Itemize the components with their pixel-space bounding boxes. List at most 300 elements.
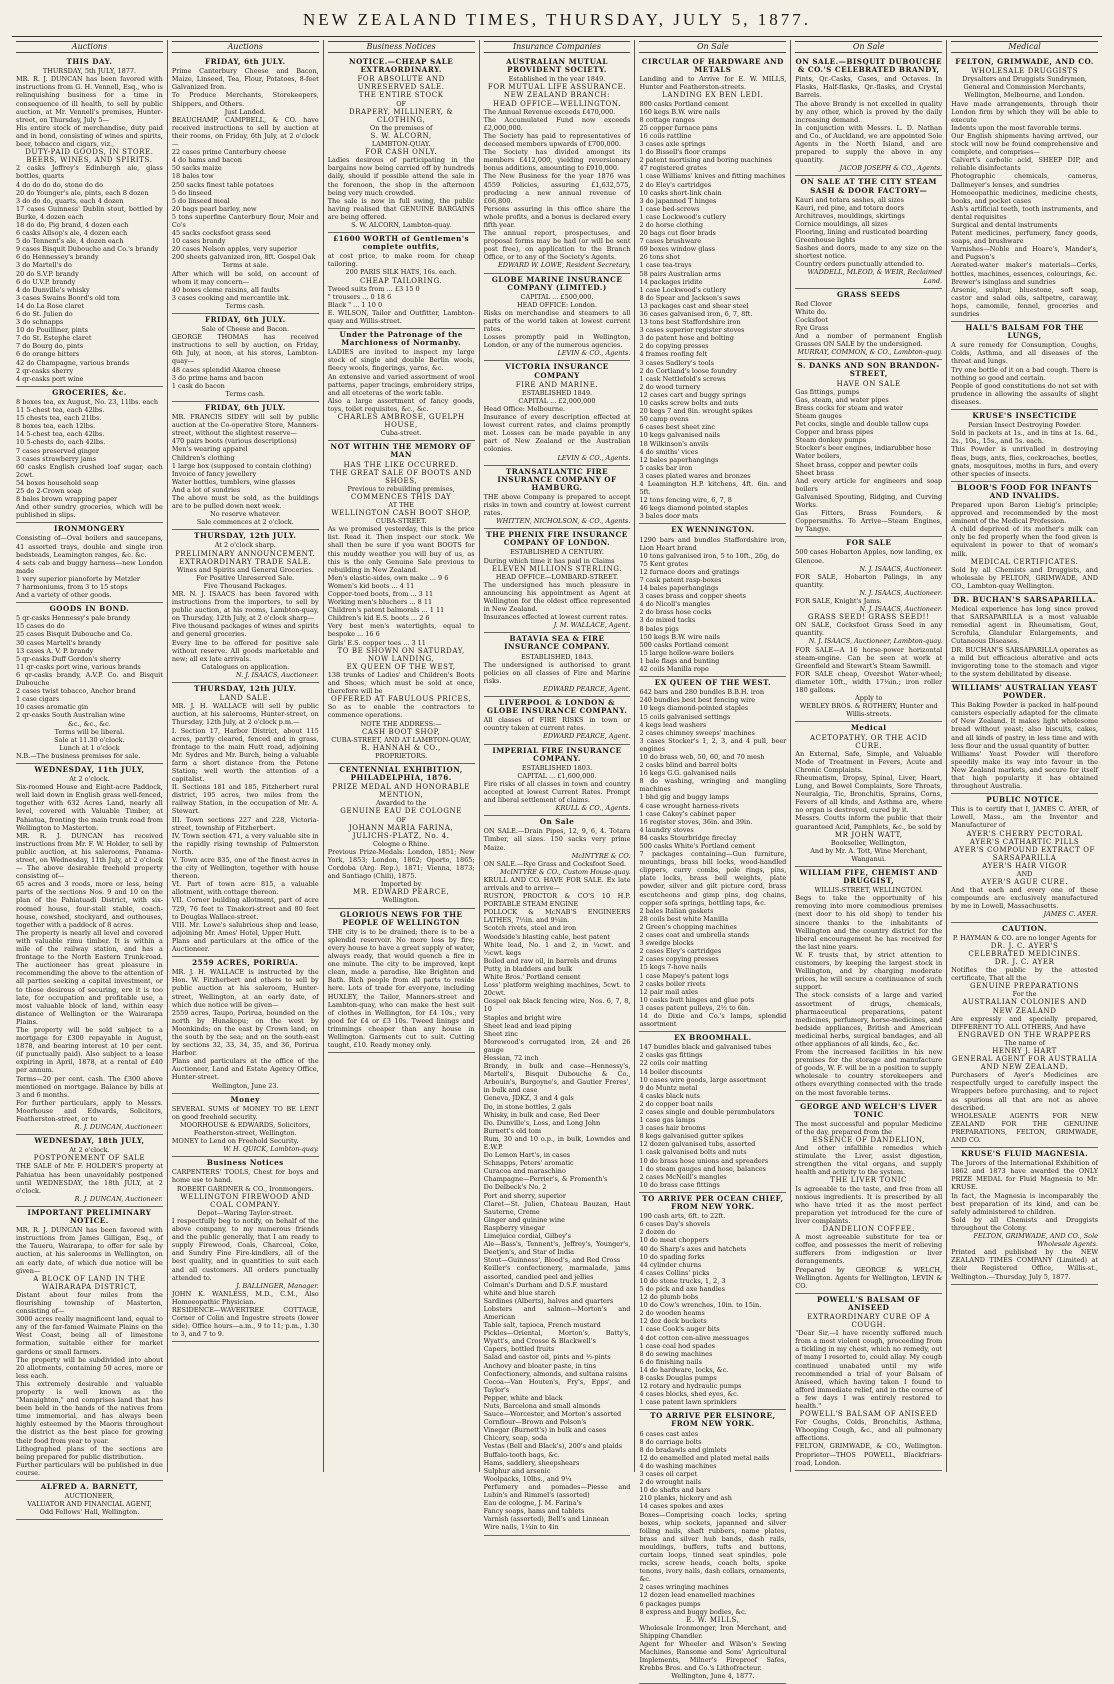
notice — [951, 682, 1098, 794]
notice-line: White do. — [795, 307, 827, 316]
notice-line: 5 qr-casks Hennessy's pale brandy — [16, 614, 131, 623]
notice — [484, 361, 631, 465]
notice-line: 3 swedge blocks — [639, 939, 694, 948]
notice-title: FOR SALE — [846, 538, 892, 548]
column-heading: Auctions — [172, 41, 319, 53]
notice-line: Plans and particulars at the office of the Auctioneer. — [171, 936, 319, 954]
notice-line: Drysalters and Druggists Sundrymen, — [962, 75, 1087, 84]
notice-line: The stock consists of a large and varied assortment of drugs, chemicals, pharmaceutical preparations, patent medicines, perfumery, horse-medicines, and bedside appliances, British and American medicinal herbs, surgical bandages, and all other appliances of all kinds, &c., &c. — [795, 991, 943, 1048]
notice-title: EX BROOMHALL. — [674, 1033, 752, 1043]
notice-line: FOR SALE cheap, Overshot Water-wheel; diameter 10ft., width 17¼in.; iron roller 180 gallons. — [795, 669, 943, 695]
notice — [951, 482, 1098, 594]
notice-line: VI. Part of town acre 815, a valuable allotment, with cottage thereon. — [171, 880, 319, 897]
notice-line: Flooring, lining and rusticated boarding — [795, 227, 928, 236]
notice-line: Established in the year 1849. — [508, 75, 606, 84]
notice-line: The above Brandy is not excelled in quality by any other, which is proved by the daily increasing demand. — [795, 99, 943, 124]
notice-line: 3 do japanned T hinges — [639, 196, 717, 205]
notice-line: W. F. trusts that, by strict attention to customers, by keeping the largest stock in Wellington, and by charging moderate prices, he will secure a continuance of such support. — [795, 950, 943, 992]
notice-line: During which time it has paid in Claims — [483, 556, 615, 565]
notice-line: Cuba-street. — [380, 429, 422, 438]
notice-line: GRASS SEED! GRASS SEED!! — [807, 613, 930, 622]
notice-line: Head Office: Melbourne. — [483, 404, 566, 413]
notice-title: TO ARRIVE PER OCEAN CHIEF, FROM NEW YORK. — [642, 1193, 784, 1212]
notice-line: 20 bags cut floor brads — [639, 229, 716, 238]
notice-line: R. J. DUNCAN, Auctioneer. — [74, 1194, 163, 1203]
notice — [951, 594, 1098, 682]
notice-line: For further particulars, apply to Messrs. Moorhouse and Edwards, Solicitors, Featherston-street, or to — [16, 1098, 163, 1123]
notice-line: 10 5-chests do, each 42lbs. — [16, 438, 106, 447]
notice-line: N. J. ISAACS, Auctioneer. — [235, 670, 319, 679]
notice-line: ESTABLISHED 1803. — [521, 763, 593, 772]
notice-line: 14 do La Rose claret — [16, 301, 84, 310]
notice-line: Varnish (assorted), Bell's and Linnean — [483, 1515, 609, 1524]
notice-line: Salad and castor oil, pints and ½-pints — [483, 1353, 611, 1362]
notice-line: ENGRAVED ON THE WRAPPERS — [957, 1030, 1092, 1039]
notice — [795, 176, 942, 288]
column-heading: On Sale — [795, 41, 942, 53]
notice-line: 1 case patent lawn sprinklers — [639, 1398, 737, 1407]
notice-line: VALUATOR AND FINANCIAL AGENT, — [27, 1500, 152, 1509]
notice-line: Wellington. — [382, 896, 420, 905]
notice-line: Do, in stone bottles, 2 gals — [483, 1102, 572, 1111]
notice — [639, 524, 786, 677]
notice-line: 470 pairs boots (various descriptions) — [171, 437, 297, 446]
notice-line: Arsenic, sulphur, bluestone, soft soap, castor and salad oils, saltpetre, caraway, hops, camomile, fennel, groceries and sundries — [951, 285, 1099, 318]
notice-line: 2 do wood turnery — [639, 382, 701, 391]
notice-line: Prime Canterbury Cheese and Bacon, Maize, Linseed, Tea, Flour, Potatoes, 8-feet Galvanized Iron. — [171, 67, 319, 92]
notice-line: And a variety of other goods. — [16, 591, 112, 600]
notice-line: 2 do Eley's cartridges — [639, 180, 712, 189]
notice-line: 2 cases McNeill's mangles — [639, 1172, 727, 1181]
notice-line: And that each and every one of these compounds are exclusively manufactured by me in Lowell, Massachusetts. — [951, 886, 1099, 911]
notice-line: 28 coils best white Manilla — [639, 914, 729, 923]
notice-line: THE ENTIRE STOCK — [358, 91, 444, 100]
notice-line: So as to enable the contractors to commence operations. — [327, 703, 475, 720]
notice-line: 6 cases Day's shovels — [639, 1220, 711, 1229]
notice-line: AYER'S COMPOUND EXTRACT OF SARSAPARILLA — [954, 845, 1095, 862]
notice-line: 22 cases prime Canterbury cheese — [171, 148, 287, 157]
notice-line: 44 cylinder churns — [639, 1260, 702, 1269]
notice-line: 10 do brass web, 50, 60, and 70 mesh — [639, 752, 765, 761]
masthead-rule — [12, 36, 1102, 37]
notice-line: 20 kegs 7 and 8in. wrought spikes — [639, 407, 753, 416]
notice — [484, 56, 631, 273]
notice-line: 2 casks Jeffrey's Edinburgh ale, glass bottles, quarts — [16, 164, 163, 181]
notice-line: White lead, No. 1 and 2, in ¼cwt. and ½cwt. kegs — [483, 940, 631, 957]
notice-line: 2 casks blind and barrel bolts — [639, 761, 738, 770]
notice-line: An extensive and varied assortment of wool patterns, paper tracings, embroidery strips, and all etceteras of the work table. — [327, 372, 475, 397]
notice — [16, 1135, 163, 1207]
notice-title: GLOBE MARINE INSURANCE COMPANY (LIMITED.) — [491, 274, 623, 292]
notice-line: THE above Company is prepared to accept risks in town and country at lowest current rates. — [483, 492, 631, 518]
notice-line: RUSTON, PROCTOR & CO'S 10 H.P. PORTABLE STEAM ENGINE — [483, 892, 631, 909]
notice-line: The property is nearly all level and covered with valuable rimu timber. It is within a mile of the railway station, and has a frontage to the North Eastern Trunk-road. The auctioneer has great pleasure in recommending the above to the attention of all parties seeking a capital investment, or to those desirous of securing, ere it is too late, for occupation and profitable use, a most valuable block of land, within easy distance of Wellington or the Wairarapa Plains. — [16, 928, 163, 1026]
notice-line: FOR SALE, Knight's Jams. — [795, 597, 882, 605]
notice-line: 25 cases Bisquit Dubouche and Co. — [16, 630, 133, 639]
column-7 — [947, 40, 1102, 1472]
notice-line: 7 do St. Estephe claret — [16, 334, 92, 343]
notice — [795, 867, 942, 1101]
notice-line: 1 cask galvanised bolts and nuts — [639, 1148, 747, 1157]
notice-title: NOT WITHIN THE MEMORY OF MAN — [330, 442, 472, 460]
notice-line: CUBA-STREET, AND AT LAMBTON-QUAY, — [331, 735, 472, 744]
notice-line: AYER'S AGUE CURE. — [981, 878, 1068, 887]
notice — [172, 402, 319, 530]
notice-line: 16 register stoves, 36in. and 39in. — [639, 817, 753, 826]
notice-line: WEBLEY BROS. & ROTHERY, Hunter and Willis-streets. — [799, 702, 938, 719]
notice-line: Architraves, mouldings, skirtings — [795, 211, 905, 220]
notice-line: 12 pair mail axles — [639, 987, 699, 996]
notice-line: Water bottles, tumblers, wine glasses — [171, 477, 296, 486]
notice-line: 4 cases blocks, shed eyes, &c. — [639, 1390, 739, 1399]
notice-line: Staples and bright wire — [483, 1013, 562, 1022]
notice — [951, 923, 1098, 1149]
notice-line: &c., &c., &c. — [68, 719, 111, 728]
notice-line: Girls' E.S. copper toes ... 3 11 — [327, 638, 426, 647]
notice-title: GLORIOUS NEWS FOR THE PEOPLE OF WELLINGTON — [339, 909, 463, 927]
notice-line: MR. FRANCIS SIDEY will sell by public auction at the Co-operative Store, Manners-street, without the slightest reserve— — [171, 413, 319, 438]
notice-title: LIVERPOOL & LONDON & GLOBE INSURANCE COMPANY. — [486, 698, 628, 716]
notice-line: Port and sherry, superior — [483, 1191, 566, 1200]
notice-line: 2 do wrought nails — [639, 1478, 702, 1487]
notice-line: Brandy, in bulk and case—Hennessy's, Martell's, Bisquit Dubouche & Co., Arbouin's, Burgoyne's, and Gautier Freres', in bulk and case — [483, 1062, 631, 1095]
notice-line: TO BE SHOWN ON SATURDAY, — [337, 646, 465, 655]
notice — [172, 530, 319, 683]
notice-line: EXTRAORDINARY TRADE SALE. — [179, 557, 312, 566]
notice-line: 642 bars and 280 bundles B.B.H. iron — [639, 688, 765, 697]
notice-line: 4 do Dunville's whisky — [16, 285, 90, 294]
notice-line: Champagne—Perrier's, & Fromenth's — [483, 1175, 608, 1184]
notice-line: GENERAL AGENT FOR AUSTRALIA AND NEW ZEALAND. — [951, 1055, 1098, 1072]
notice-line: For Coughs, Colds, Bronchitis, Asthma, Whooping Cough, &c., and all pulmonary affections. — [795, 1418, 943, 1443]
notice-line: 18 Wilkinson's anvils — [639, 439, 709, 448]
notice-line: Woolpacks, 10lbs., and 9¼ — [483, 1474, 572, 1483]
notice-line: Sale commences at 2 o'clock. — [196, 518, 294, 527]
notice-line: JOHANN MARIA FARINA, — [348, 823, 454, 832]
notice-line: This is to certify that I, JAMES C. AYER, of Lowell, Mass., am the Inventor and Manufacturer of — [951, 805, 1099, 830]
notice-line: Cornice mouldings, all sizes — [795, 219, 888, 228]
notice-line: 2 casks gas fittings — [639, 1051, 703, 1060]
notice-line: 50 camp ovens — [639, 415, 689, 424]
notice-line: HAVE ON SALE — [836, 379, 901, 388]
notice-line: Red Clover — [795, 299, 832, 308]
notice-line: 3 do patent hose and bolting — [639, 334, 734, 343]
notice-line: 75 Kent grates — [639, 559, 689, 568]
notice-line: Greenhouse lights — [795, 236, 856, 245]
notice-title: POWELL'S BALSAM OF ANISEED — [816, 1294, 921, 1312]
notice-line: 60 casks English crushed loaf sugar, each 2cwt. — [16, 462, 163, 479]
notice-line: WHITTEN, NICHOLSON, & CO., Agents. — [495, 517, 631, 526]
notice-line: Bookseller, Wellington, — [830, 838, 907, 847]
notice-line: Sardines (Alberts), halves and quarters — [483, 1296, 614, 1305]
notice-line: 7 cask patent rasp-boxes — [639, 576, 722, 584]
notice-line: The Jurors of the International Exhibition of 1862 and 1873 have awarded the ONLY PRIZE MEDAL for Fluid Magnesia to Mr. KRUSE. — [951, 1159, 1099, 1192]
notice-line: 1 case Lockwood's cutlery — [639, 285, 727, 294]
notice-line: MR. J. H. WALLACE will sell by public auction, at his salerooms, Hunter-street, on Thursday, 12th July, at 2 o'clock p.m.— — [171, 702, 319, 727]
notice-line: N. J. ISAACS, Auctioneer. — [859, 605, 943, 614]
notice-line: 17 cases Guinness' Dublin stout, bottled by Burke, 4 dozen each — [16, 204, 163, 221]
notice-line: Wholesale Ironmonger, Iron Merchant, and Shipping Chandler. — [639, 1623, 787, 1640]
notice-line: Claret—St. Julien, Chateau Bauzan, Haut Sauterne, Creme — [483, 1199, 631, 1216]
notice-line: ELEVEN MILLIONS STERLING. — [491, 564, 623, 573]
column-1 — [12, 40, 168, 1517]
notice-line: ON SALE.—Drain Pipes, 12, 9, 6, 4. Totara Timber, all sizes. 150 sacks very prime Maize. — [483, 827, 631, 852]
notice-line: DANDELION COFFEE. — [822, 1225, 915, 1234]
notice-line: WELLINGTON CASH BOOT SHOP, — [331, 509, 472, 518]
notice-line: 12 rotary and hydraulic pumps — [639, 1382, 742, 1391]
notice-line: 1 case cigars — [16, 695, 60, 704]
notice-line: POLLOCK & McNAB'S ENGINEERS LATHES, 7½in. and 9¼in. — [483, 908, 631, 925]
notice-line: Homoeopathic medicines, medicine chests, books, and pocket cases — [951, 188, 1099, 205]
notice-line: Men's wearing apparel — [171, 445, 248, 454]
notice-line: WELLINGTON FIREWOOD AND COAL COMPANY. — [180, 1192, 311, 1209]
notice-line: Do Lemon Hart's, in cases — [483, 1151, 571, 1160]
notice-line: 1 case Cook's auger bits — [639, 1325, 720, 1334]
notice-line: Calvert's carbolic acid, SHEEP DIP, and reliable disinfectants — [951, 156, 1099, 173]
notice-line: Five Thousand Packages. — [203, 581, 287, 590]
notice-line: MR. R. J. DUNCAN has been favored with instructions from G. H. Vennell, Esq., who is relinquishing business for a time in consequence of ill health, to sell by public auction, at Mr. Vennell's premises, Hunter-street, on Thursday, July 5— — [16, 75, 163, 124]
notice-line: Sulphur and arsenic — [483, 1466, 551, 1475]
notice-line: Cornflour—Brown and Polson's — [483, 1418, 587, 1427]
notice-line: Kauri, red pine, and totara doors — [795, 203, 904, 212]
notice-line: Ash's artificial teeth, tooth instruments, and dental requisites — [951, 204, 1099, 221]
notice-line: Table salt, tapioca, French mustard — [483, 1321, 601, 1330]
notice-line: 11 qr-casks port wine, various brands — [16, 662, 141, 671]
notice-line: Prepared by GEORGE & WELCH, Wellington. Agents for Wellington, LEVIN & CO. — [795, 1265, 943, 1290]
notice-line: 200 sheets galvanized iron, 8ft. Gospel Oak — [171, 253, 316, 262]
notice-line: S. W. ALCORN, — [370, 131, 432, 140]
column-2 — [168, 40, 324, 1472]
notice-line: Invoice of fancy jewellery — [171, 469, 257, 478]
notice-line: 12 dozen galvanised tubs, assorted — [639, 1140, 756, 1149]
notice-line: Previous to rebuilding premises, — [347, 484, 455, 493]
notice-line: white and blue starch — [483, 1288, 556, 1297]
notice-line: 190 cash arts, 6ft. to 22ft. — [639, 1212, 726, 1221]
notice — [795, 360, 942, 537]
notice-line: 12 dozen lead enamelled machines — [639, 1591, 755, 1600]
notice-line: 10 do spading forks — [639, 1252, 705, 1261]
notice — [951, 1148, 1098, 1285]
notice-line: The New Business for the year 1876 was 4559 Policies, assuring £1,632,575, producing a new annual revenue of £66,800. — [483, 172, 631, 205]
notice — [639, 1032, 786, 1193]
notice-line: Previous Prize-Medals: London, 1851; New York, 1853; London, 1862; Oporto, 1865; Cordoba (Arg. Rep.), 1871; Vienna, 1873; and Santiago (Chili), 1875. — [327, 847, 475, 881]
notice-line: From the increased facilities in his new premises for the storage and manufacture of goods, W. F. will be in a position to supply wholesale to country storekeepers and others everything connected with the trade on the most favorable terms. — [795, 1048, 943, 1097]
notice-line: AYER'S HAIR VIGOR — [982, 861, 1067, 870]
notice-title: AUSTRALIAN MUTUAL PROVIDENT SOCIETY. — [506, 57, 608, 75]
notice-line: Children's kid E.S. boots ... 2 6 — [327, 614, 430, 623]
notice-title: £1600 WORTH of Gentlemen's complete outfits, — [333, 234, 470, 252]
notice-line: WADDELL, MLEOD, & WEIR, Reclaimed Land. — [807, 268, 943, 285]
notice-line: 2 qr-casks sherry — [16, 366, 74, 375]
notice-line: 8 bales pigs — [639, 624, 679, 633]
notice-line: 147 bundles black and galvanised tubes — [639, 1043, 772, 1052]
notice-line: II. Sections 181 and 185, Fitzherbert rural district, 195 acres, two miles from the railway Station, in the occupation of Mr. A. Stewart. — [171, 783, 319, 816]
notice — [16, 56, 163, 387]
notice-line: After which will be sold, on account of whom it may concern— — [171, 269, 319, 286]
notice-line: Working men's bluchers ... 8 11 — [327, 598, 433, 607]
notice-line: 10 cases wire goods, large assortment — [639, 1075, 767, 1084]
notice-line: And other sundry groceries, which will be published in slips. — [16, 503, 163, 520]
notice-line: IV. Town section 471, a very valuable site in the rapidly rising township of Palmerston North. — [171, 831, 319, 856]
notice-line: 12 doz deck buckets — [639, 1317, 707, 1326]
notice-line: Boxes—Comprising coach locks, spring boxes, whip sockets, japanned and silver foiling nails, shaft rubbers, name plates, brass and silver hub bands, dash rails, mouldings, buffers, tufts and buttons, curtain loops, tinned seat spindles, pole racks, screw heads, coach bolts, spoke tenons, ivory nails, dash collars, ornaments, &c. — [639, 1510, 787, 1584]
notice-line: VIII. Mr. Lowe's salubrious shop and lease, adjoining Mr. Ames' Hotel, Upper Hutt. — [171, 920, 319, 937]
notice-line: 4 casks black nuts — [639, 1091, 700, 1100]
notice-line: MR. EDWARD PEARCE, — [353, 888, 450, 897]
notice-line: The property will be subdivided into about 20 allotments, containing 50 acres, more or less each. — [16, 1355, 163, 1380]
notice — [639, 1193, 786, 1410]
notice-line: Gas fittings, pumps — [795, 387, 860, 396]
notice-line: 15 chests tea, each 21lbs. — [16, 414, 102, 423]
notice-line: 6 cases cast axles — [639, 1429, 699, 1438]
notice-line: 8 do sewing machines — [639, 1349, 713, 1358]
notice-line: Steam gauges — [795, 411, 842, 420]
notice-line: 14 packages iridite — [639, 277, 703, 286]
notice-line: 5 casks bar iron — [639, 463, 693, 472]
notice-line: 3 cases axle springs — [639, 140, 706, 149]
notice-line: KRULL & CO., Agents. — [555, 804, 631, 813]
notice-line: E. W. MILLS, — [686, 1615, 740, 1624]
notice-line: RESIDENCE—WAVERTREE COTTAGE, Corner of Colin and Ingestre streets (lower side). Office hours—a.m., 9 to 11; p.m., 1.30 to 3, and 7 to 9. — [171, 1305, 319, 1339]
notice-line: Varnishes—Noble and Hoare's, Mander's, and Pugson's — [951, 245, 1099, 262]
notice — [484, 274, 631, 362]
notice-line: Prepared upon Baron Liebig's principle; approved and recommended by the most eminent of the Medical Profession. — [951, 500, 1099, 526]
notice-line: Woodside's blasting cable, best patent — [483, 932, 611, 941]
notice-line: 16 kegs G.G. galvanised nails — [639, 769, 737, 778]
notice-line: MURRAY, COMMON, & CO., Lambton-quay. — [797, 348, 943, 357]
notice-line: 3 do mixed tacks — [639, 616, 696, 625]
notice-line: Sale of Cheese and Bacon. — [201, 325, 290, 334]
notice-line: 4 do washing machines — [639, 1461, 717, 1470]
notice-line: Insurance of every description effected at lowest current rates, and claims promptly met. Losses can be made payable in any part of New Zealand or the Australian colonies. — [483, 413, 631, 454]
notice-line: 8 bales brown wrapping paper — [16, 495, 118, 504]
notice-line: PRELIMINARY ANNOUNCEMENT. — [175, 549, 316, 558]
notice — [639, 677, 786, 1032]
notice-line: 2 cases single and double perambulators — [639, 1108, 775, 1116]
notice-line: 10 tons galvanised iron, 5 to 10ft., 26g, do — [639, 551, 780, 560]
notice-line: 6 packages pumps — [639, 1599, 701, 1608]
notice — [484, 745, 631, 817]
notice-title: BATAVIA SEA & FIRE INSURANCE COMPANY. — [504, 634, 610, 652]
notice-line: Pints, Qr.-Casks, Cases, and Octaves. In Flasks, Half-flasks, Qr.-flasks, and Crystal Barrels. — [795, 75, 943, 100]
notice-line: 13 cases A. V. P. brandy — [16, 646, 94, 655]
notice-line: Sheet lead and lead piping — [483, 1021, 572, 1030]
notice-line: 5 tons superfine Canterbury flour, Moir and Co's — [171, 212, 319, 229]
notice-line: 20 cases Nelson apples, very superior — [171, 245, 298, 254]
notice-line: Children's clothing — [171, 453, 235, 462]
column-heading: Medical — [951, 41, 1098, 53]
notice-line: V. Town acre 835, one of the finest acres in the city of Wellington, together with house thereon. — [171, 856, 319, 881]
notice-line: 1 case gas lamps — [639, 1116, 696, 1125]
notice-line: 10 do Cow's wrenches, 10in. to 15in. — [639, 1301, 762, 1310]
notice-line: Steam donkey pumps — [795, 436, 867, 445]
notice-line: Lobsters and salmon—Morton's and American — [483, 1304, 631, 1321]
notice-line: FOR SALE, Hobarton Palings, in any quantity. — [795, 572, 943, 589]
notice-line: Tweed suits from ... £3 15 0 — [327, 284, 420, 293]
notice-title: Money — [230, 1094, 260, 1104]
notice-line: 26 tons shot — [639, 253, 680, 262]
notice-line: General and Commission Merchants, — [963, 83, 1086, 92]
notice-line: Sheet zinc — [483, 1029, 518, 1038]
notice-line: 6 do Hennessey's brandy — [16, 253, 99, 262]
notice-line: Landing and to Arrive for E. W. MILLS, Hunter and Featherston-streets. — [639, 75, 787, 92]
notice-line: N. J. ISAACS, Auctioneer. — [859, 564, 943, 573]
notice-line: 1 cask do bacon — [171, 381, 225, 390]
column-6 — [791, 40, 947, 1472]
notice-line: The sale is now in full swing, the public having realised that GENUINE BARGAINS are being offered. — [327, 196, 475, 221]
notice-line: 10 do shafts and bars — [639, 1486, 711, 1495]
notice-line: FELTON, GRIMWADE, AND CO., Sole Wholesale Agents. — [973, 1232, 1099, 1249]
notice-title: FRIDAY, 6th JULY. — [204, 315, 286, 324]
notice-line: 150 kegs B.W. wire nails — [639, 632, 720, 641]
notice-line: 14 do hardware, locks, &c. — [639, 1365, 729, 1374]
notice-line: Vinegar (Burnett's) in bulk and cases — [483, 1426, 607, 1435]
notice-line: THE SALE of Mr. F. HOLDER'S property at Pahiatua has been unavoidably postponed until WEDNESDAY, the 18th JULY, at 2 o'clock. — [16, 1162, 163, 1195]
notice-line: 3 do schnapps — [16, 318, 64, 327]
notice-line: The name of — [1004, 1038, 1046, 1047]
notice-line: Sale at 11.30 o'clock. — [54, 735, 125, 744]
notice-line: 500 casks Portland cement — [639, 640, 729, 649]
notice-line: 2 dozen do — [639, 1228, 676, 1237]
notice — [16, 764, 163, 1135]
notice-line: CAPITAL ... £2,000,000 — [518, 396, 596, 405]
notice-line: Sold by all Chemists and Druggists, and wholesale by FELTON, GRIMWADE, AND CO., Lambton-quay Wellington. — [951, 565, 1099, 590]
notice-line: Pepper, white and black — [483, 1393, 563, 1402]
notice-line: 84 casks Stourbridge fireclay — [639, 833, 737, 842]
notice-line: 1 large box (supposed to contain clothing) — [171, 461, 312, 470]
notice-line: 800 casks Portland cement — [639, 99, 729, 108]
notice — [795, 537, 942, 722]
notice-line: Stocker's beer engines, indiarubber hose — [795, 444, 932, 453]
notice-line: LADIES are invited to inspect my large stock of single and double Berlin wools, fleecy wools, fingerings, yarns, &c. — [327, 348, 475, 373]
notice-title: BLOOR'S FOOD FOR INFANTS AND INVALIDS. — [957, 482, 1093, 500]
notice-line: 1 case bed-screws — [639, 204, 700, 213]
notice-line: Terms will be liberal. — [54, 727, 125, 736]
notice — [172, 56, 319, 314]
notice-line: Lunch at 1 o'clock — [59, 743, 120, 752]
notice-line: R. J. DUNCAN, Auctioneer. — [74, 1123, 163, 1132]
notice-line: 14 boiler discounts — [639, 1067, 703, 1076]
notice-line: Children's patent balmorals ... 1 11 — [327, 606, 445, 615]
notice-line: Chicory, soap, soda — [483, 1434, 548, 1443]
notice-title: DR. BUCHAN'S SARSAPARILLA. — [953, 595, 1096, 604]
notice — [172, 957, 319, 1094]
notice-line: WHOLESALE DRUGGISTS — [971, 67, 1079, 76]
notice-line: Geneva, JDKZ, 3 and 4 gals — [483, 1094, 574, 1103]
notice-line: ESTABLISHED, 1843. — [520, 652, 594, 661]
notice-line: Plans and particulars at the office of the Auctioneer, Land and Estate Agency Office, Hunter-street. — [171, 1057, 319, 1082]
notice-line: 8 cottage ranges — [639, 115, 695, 124]
notice-line: Vestas (Bell and Black's), 200's and plaids — [483, 1442, 623, 1451]
notice-line: Keiller's confectionery, marmalade, jams assorted, candied peel and jellies — [483, 1264, 631, 1281]
notice-line: 3 cases oil carpet — [639, 1470, 698, 1479]
notice-line: FOR ABSOLUTE AND UNRESERVED SALE. — [357, 75, 445, 92]
notice-line: BEERS, WINES, AND SPIRITS. — [26, 156, 153, 165]
notice-line: MOORHOUSE & EDWARDS, Solicitors, — [180, 1120, 311, 1129]
notice-line: 2 cases chimney sweeps' machines — [639, 728, 755, 737]
notice-line: Copper-toed boots, from ... 3 11 — [327, 590, 434, 598]
notice-title: GEORGE AND WELCH'S LIVER TONIC — [800, 1101, 938, 1119]
notice-line: Try one bottle of it on a bad cough. There is nothing so good and certain. — [951, 365, 1099, 382]
notice-line: No reserve whatever. — [210, 510, 281, 519]
notice-line: A sure remedy for Consumption, Coughs, Colds, Asthma, and all diseases of the throat and lungs. — [951, 341, 1099, 366]
notice-line: 15 coils galvanised settings — [639, 712, 731, 721]
notice-line: AUSTRALIAN COLONIES AND NEW ZEALAND — [962, 998, 1087, 1015]
notice — [795, 56, 942, 176]
notice-line: Stout—Guinness', Blood's, and Red Cross — [483, 1256, 621, 1265]
notice-line: 3 cases strawberry jams — [16, 454, 97, 463]
notice-line: Rye Grass — [795, 324, 829, 332]
